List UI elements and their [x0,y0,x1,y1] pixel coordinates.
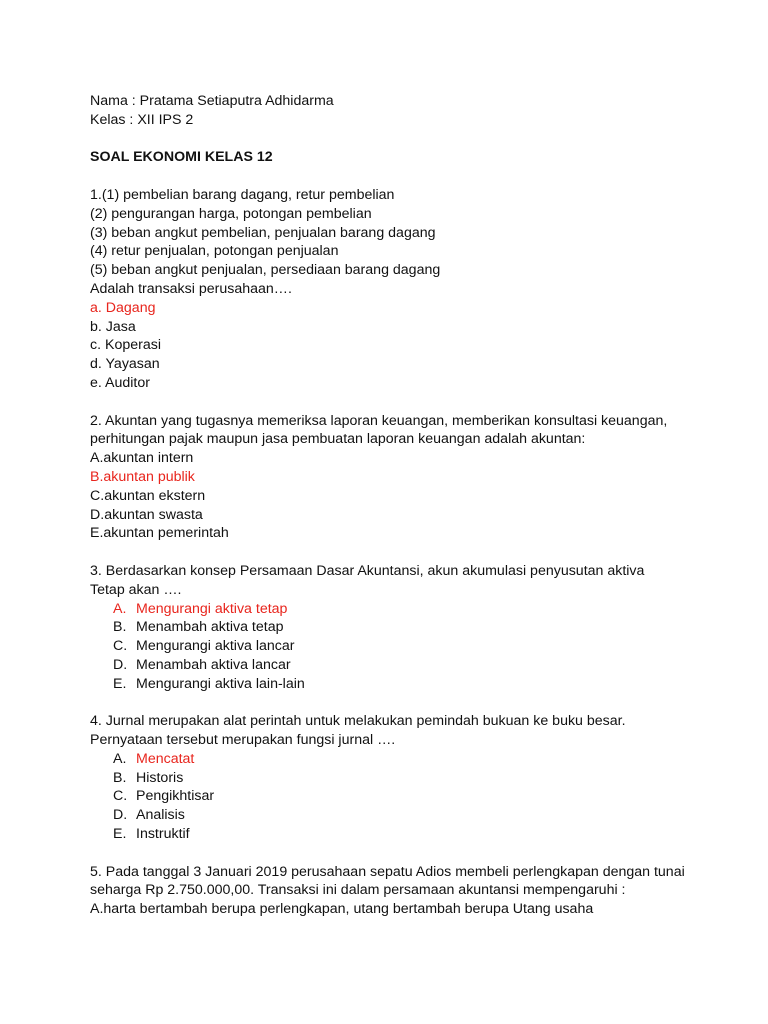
answer-option [90,769,730,788]
answer-option: e. Auditor [90,374,150,391]
option-text: Menambah aktiva lancar [136,656,291,673]
question-4 [90,712,730,844]
option-marker: C. [113,788,128,805]
option-text: Mengurangi aktiva lancar [136,638,295,655]
student-class: Kelas : XII IPS 2 [90,111,194,128]
answer-option: A.akuntan intern [90,450,194,467]
question-line: 1.(1) pembelian barang dagang, retur pembelian [90,186,395,203]
answer-option-correct [90,600,730,619]
option-text: Mencatat [136,750,195,767]
option-marker: C. [113,638,128,655]
question-line: (5) beban angkut penjualan, persediaan barang dagang [90,262,441,279]
answer-option: d. Yayasan [90,356,160,373]
answer-option-correct [90,750,730,769]
option-text: Analisis [136,807,185,824]
question-line: perhitungan pajak maupun jasa pembuatan laporan keuangan adalah akuntan: [90,431,586,448]
question-line: 2. Akuntan yang tugasnya memeriksa laporan keuangan, memberikan konsultasi keuangan, [90,412,668,429]
option-text: Instruktif [136,826,190,843]
question-line: Adalah transaksi perusahaan…. [90,280,292,297]
option-marker: A. [113,600,127,617]
question-3 [90,562,730,694]
option-text: Pengikhtisar [136,788,215,805]
option-text: Mengurangi aktiva tetap [136,600,288,617]
answer-option: c. Koperasi [90,337,161,354]
answer-options [90,750,730,844]
answer-option [90,637,730,656]
answer-option [90,675,730,694]
option-marker: D. [113,807,128,824]
question-line: 4. Jurnal merupakan alat perintah untuk melakukan pemindah bukuan ke buku besar. [90,713,626,730]
question-line: (3) beban angkut pembelian, penjualan barang dagang [90,224,436,241]
question-line: 5. Pada tanggal 3 Januari 2019 perusahaan sepatu Adios membeli perlengkapan dengan tunai [90,863,685,880]
student-name: Nama : Pratama Setiaputra Adhidarma [90,93,334,109]
question-2 [90,412,730,544]
answer-option [90,656,730,675]
option-text: Historis [136,769,184,786]
answer-option: A.harta bertambah berupa perlengkapan, utang bertambah berupa Utang usaha [90,901,594,918]
question-line: 3. Berdasarkan konsep Persamaan Dasar Akuntansi, akun akumulasi penyusutan aktiva [90,562,645,579]
question-line: (2) pengurangan harga, potongan pembelian [90,205,372,222]
option-text: Mengurangi aktiva lain-lain [136,675,305,692]
option-marker: B. [113,769,127,786]
question-5 [90,863,730,919]
answer-option-correct: B.akuntan publik [90,468,195,485]
option-marker: E. [113,675,127,692]
question-line: (4) retur penjualan, potongan penjualan [90,243,339,260]
answer-option-correct: a. Dagang [90,299,156,316]
option-marker: A. [113,750,127,767]
answer-options [90,600,730,694]
option-marker: D. [113,656,128,673]
option-text: Menambah aktiva tetap [136,619,284,636]
answer-option: b. Jasa [90,318,136,335]
answer-option [90,806,730,825]
answer-option [90,618,730,637]
option-marker: B. [113,619,127,636]
question-line: Tetap akan …. [90,581,182,598]
question-1 [90,186,730,393]
document-title: SOAL EKONOMI KELAS 12 [90,149,273,166]
answer-option: D.akuntan swasta [90,506,203,523]
answer-option [90,825,730,844]
document-content [90,92,730,919]
answer-option: E.akuntan pemerintah [90,525,229,542]
answer-option: C.akuntan ekstern [90,487,206,504]
answer-option [90,787,730,806]
option-marker: E. [113,826,127,843]
question-line: seharga Rp 2.750.000,00. Transaksi ini dalam persamaan akuntansi mempengaruhi : [90,882,626,899]
question-line: Pernyataan tersebut merupakan fungsi jurnal …. [90,732,396,749]
